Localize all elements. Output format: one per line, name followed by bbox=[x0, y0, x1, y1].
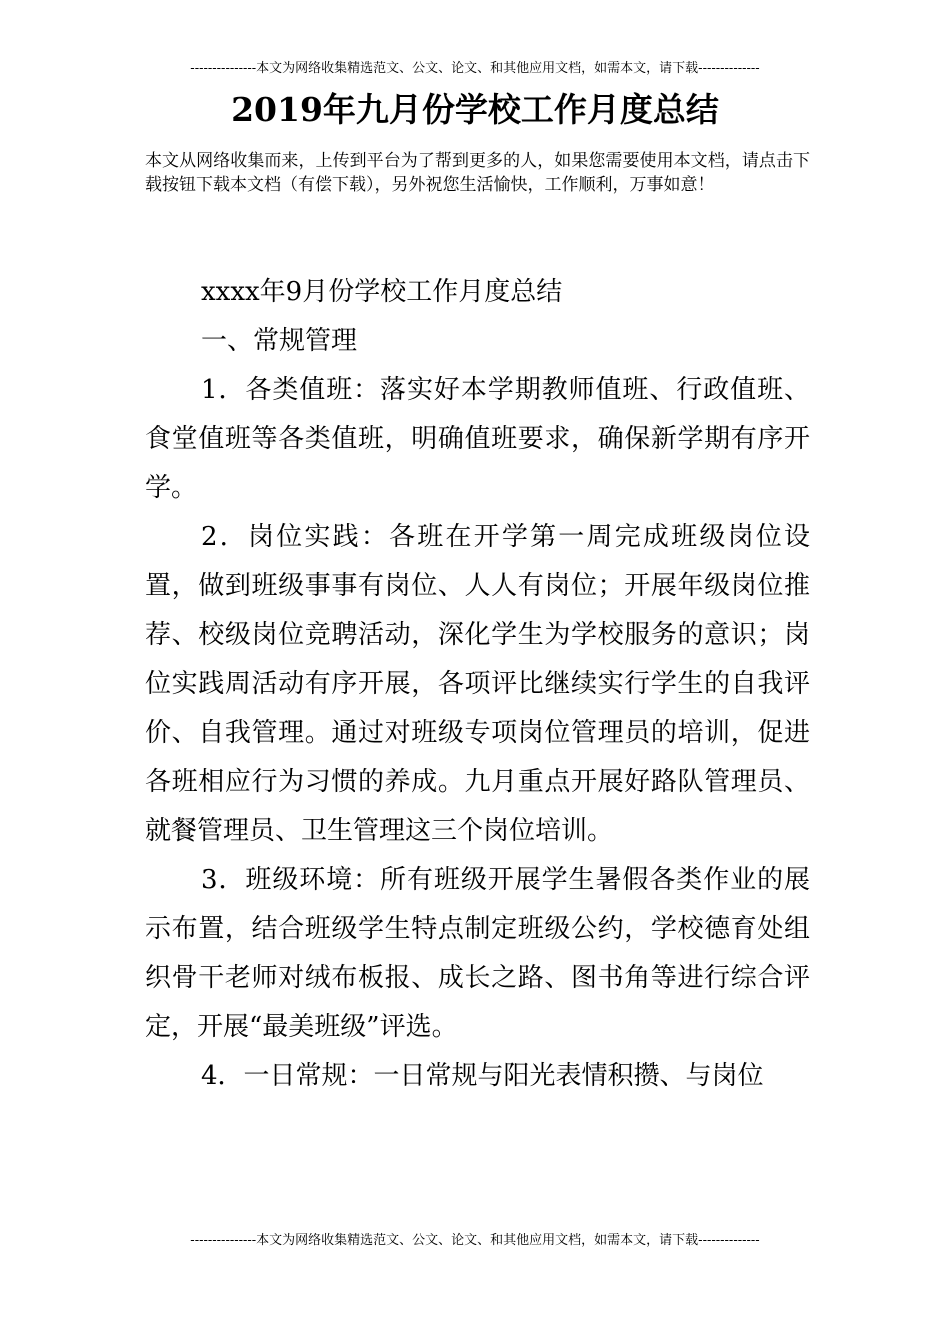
body-text bbox=[145, 268, 810, 1101]
document-title: 2019年九月份学校工作月度总结 bbox=[231, 90, 719, 129]
header-note: ---------------本文为网络收集精选范文、公文、论文、和其他应用文档，如需本文，请下载-------------- bbox=[190, 61, 760, 76]
footer-note: ---------------本文为网络收集精选范文、公文、论文、和其他应用文档，如需本文，请下载-------------- bbox=[190, 1233, 760, 1248]
body-paragraph-2: 2．岗位实践：各班在开学第一周完成班级岗位设置，做到班级事事有岗位、人人有岗位；开展年级岗位推荐、校级岗位竞聘活动，深化学生为学校服务的意识；岗位实践周活动有序开展，各项评比继续实行学生的自我评价、自我管理。通过对班级专项岗位管理员的培训，促进各班相应行为习惯的养成。九月重点开展好路队管理员、就餐管理员、卫生管理这三个岗位培训。 bbox=[145, 522, 810, 846]
body-paragraph-4: 4．一日常规：一日常规与阳光表情积攒、与岗位 bbox=[201, 1061, 764, 1091]
intro-paragraph: 本文从网络收集而来，上传到平台为了帮到更多的人，如果您需要使用本文档，请点击下载按钮下载本文档（有偿下载），另外祝您生活愉快，工作顺利，万事如意！ bbox=[145, 151, 810, 195]
body-paragraph-3: 3．班级环境：所有班级开展学生暑假各类作业的展示布置，结合班级学生特点制定班级公约，学校德育处组织骨干老师对绒布板报、成长之路、图书角等进行综合评定，开展“最美班级”评选。 bbox=[145, 865, 810, 1042]
body-subtitle: xxxx年9月份学校工作月度总结 bbox=[201, 277, 563, 307]
section-heading: 一、常规管理 bbox=[201, 326, 358, 356]
body-paragraph-1: 1．各类值班：落实好本学期教师值班、行政值班、食堂值班等各类值班，明确值班要求，确保新学期有序开学。 bbox=[145, 375, 810, 503]
